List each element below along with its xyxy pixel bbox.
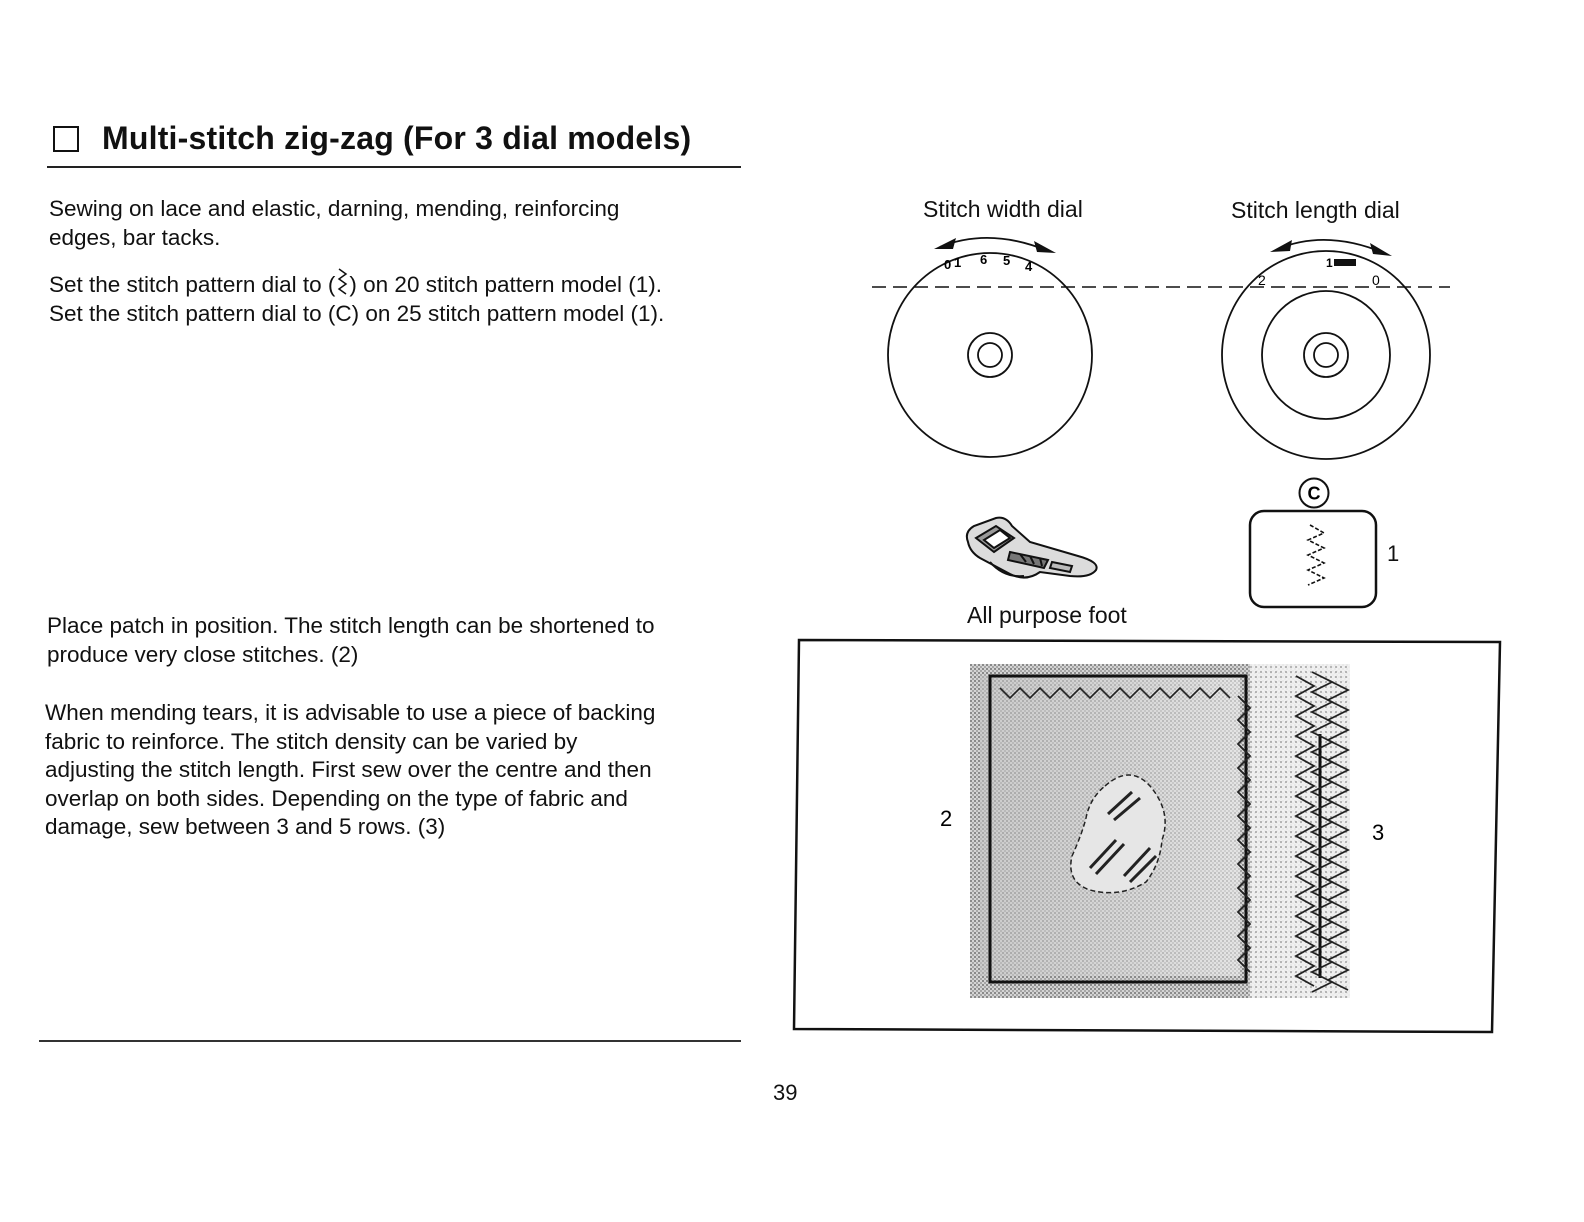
stitch-length-dial-label: Stitch length dial [1231, 197, 1400, 223]
patch-darning-illustration [790, 636, 1506, 1038]
mending-line-1: When mending tears, it is advisable to use a piece of backing [45, 700, 656, 725]
intro-paragraph [49, 195, 619, 252]
bottom-divider [39, 1040, 741, 1042]
width-dial-number: 4 [1025, 259, 1033, 274]
callout-2: 2 [940, 806, 953, 831]
length-dial-number: 0 [1372, 272, 1380, 288]
intro-line-1: Sewing on lace and elastic, darning, mending, reinforcing [49, 196, 620, 221]
width-dial-number: 1 [954, 255, 962, 270]
stitch-length-dial [1222, 240, 1430, 459]
pattern-letter: C [1307, 483, 1321, 504]
width-dial-number: 5 [1003, 253, 1011, 268]
intro-line-2: edges, bar tacks. [49, 224, 221, 250]
stitch-width-dial [888, 238, 1092, 457]
mending-line-5: damage, sew between 3 and 5 rows. (3) [45, 814, 446, 839]
stitch-width-dial-label: Stitch width dial [923, 196, 1083, 222]
patch-line-1: Place patch in position. The stitch length can be shortened to [47, 613, 655, 638]
mending-paragraph [45, 699, 655, 842]
circled-c-symbol [1297, 476, 1331, 510]
setting-paragraph [49, 268, 664, 328]
patch-paragraph [47, 612, 654, 669]
dials-illustration [860, 225, 1460, 465]
mending-line-4: overlap on both sides. Depending on the type of fabric and [45, 785, 628, 811]
length-dial-scale-mark [1334, 259, 1356, 266]
heading-underline [47, 166, 741, 168]
callout-1: 1 [1387, 541, 1400, 566]
multi-zigzag-pattern-icon [1308, 525, 1324, 585]
setting-line-1 [49, 268, 664, 300]
heading-checkbox-icon [53, 126, 79, 152]
setting-line-1-end: ) on 20 stitch pattern model (1). [349, 272, 663, 297]
callout-3: 3 [1372, 820, 1385, 845]
width-dial-arrow-arc [940, 238, 1048, 251]
all-purpose-foot-label: All purpose foot [967, 602, 1127, 628]
setting-line-2: Set the stitch pattern dial to (C) on 25 stitch pattern model (1). [49, 300, 665, 326]
page-title: Multi-stitch zig-zag (For 3 dial models) [102, 120, 692, 156]
patch-line-2: produce very close stitches. (2) [47, 641, 359, 667]
setting-line-1-start: Set the stitch pattern dial to ( [49, 272, 336, 297]
zigzag-pattern-icon [336, 268, 348, 298]
mending-line-3: adjusting the stitch length. First sew over the centre and then [45, 757, 652, 782]
width-dial-number: 0 [944, 257, 952, 272]
length-dial-number: 2 [1258, 272, 1266, 288]
page-number: 39 [773, 1080, 798, 1105]
width-dial-number: 6 [980, 252, 988, 267]
stitch-pattern-window [1248, 509, 1380, 609]
presser-foot-icon [960, 512, 1105, 592]
mending-line-2: fabric to reinforce. The stitch density can be varied by [45, 728, 578, 754]
length-dial-number: 1 [1326, 256, 1333, 270]
